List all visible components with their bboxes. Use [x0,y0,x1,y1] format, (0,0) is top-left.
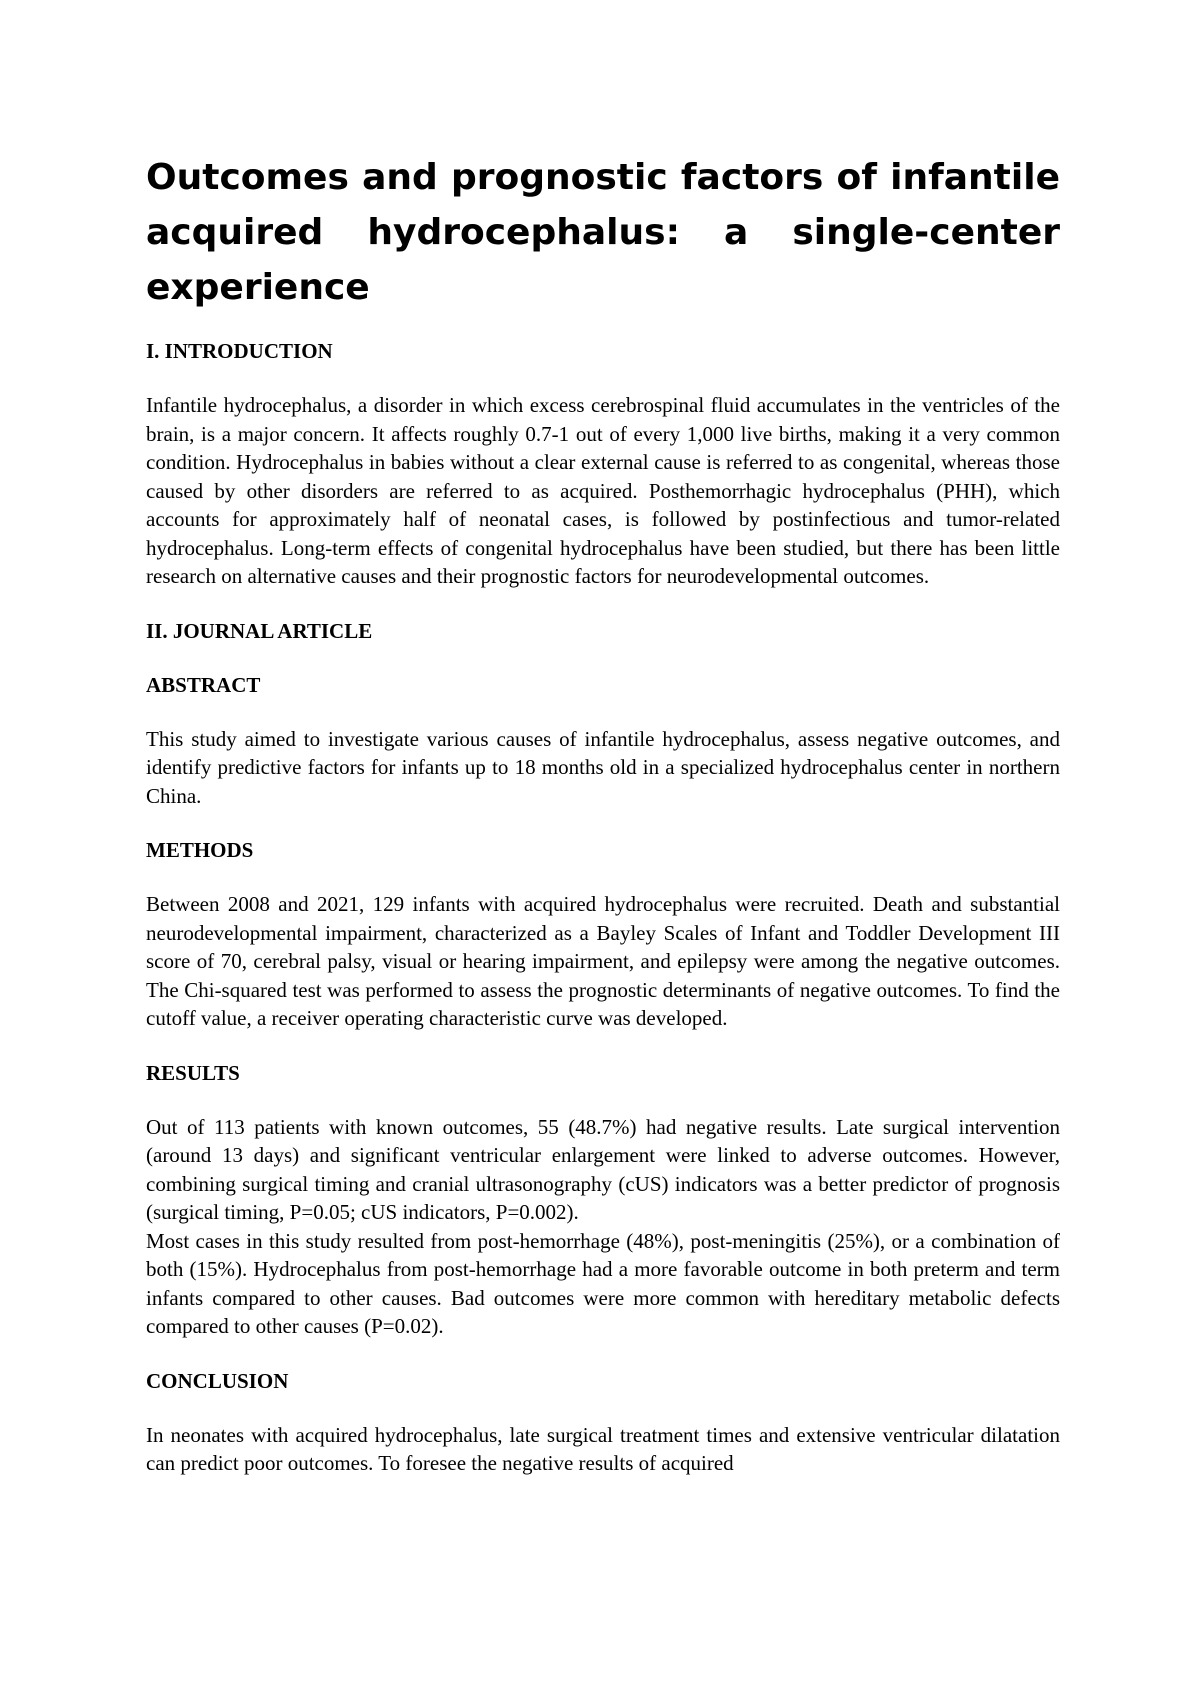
section-heading-methods: METHODS [146,838,254,862]
section-methods [146,836,1060,1033]
section-heading-results: RESULTS [146,1060,240,1085]
conclusion-paragraph: In neonates with acquired hydrocephalus, late surgical treatment times and extensive ventricular dilatation can predict poor outcomes. To foresee the negative results of acquired [146,1422,1060,1475]
section-introduction [146,337,1060,591]
section-heading-journal-article: II. JOURNAL ARTICLE [146,618,373,643]
section-journal-article [146,617,1060,645]
results-paragraph-2: Most cases in this study resulted from post-hemorrhage (48%), post-meningitis (25%), or a combination of both (15%). Hydrocephalus from post-hemorrhage had a more favorable outcome in both preterm and term infants compared to other causes. Bad outcomes were more common with hereditary metabolic defects compared to other causes (P=0.02). [146,1228,1060,1338]
section-abstract [146,671,1060,811]
document-title: Outcomes and prognostic factors of infantile acquired hydrocephalus: a single-center experience [146,157,1060,308]
section-heading-introduction: I. INTRODUCTION [146,339,333,363]
results-paragraph-1: Out of 113 patients with known outcomes, 55 (48.7%) had negative results. Late surgical intervention (around 13 days) and significant ventricular enlargement were linked to adverse outcomes. However, combining surgical timing and cranial ultrasonography (cUS) indicators was a better predictor of prognosis (surgical timing, P=0.05; cUS indicators, P=0.002). [146,1114,1060,1224]
section-conclusion [146,1367,1060,1478]
document-page [146,150,1060,1504]
methods-paragraph: Between 2008 and 2021, 129 infants with acquired hydrocephalus were recruited. Death and substantial neurodevelopmental impairment, characterized as a Bayley Scales of Infant and Toddler Development III score of 70, cerebral palsy, visual or hearing impairment, and epilepsy were among the negative outcomes. The Chi-squared test was performed to assess the prognostic determinants of negative outcomes. To find the cutoff value, a receiver operating characteristic curve was developed. [146,892,1060,1030]
section-results [146,1059,1060,1341]
section-heading-conclusion: CONCLUSION [146,1368,289,1393]
section-heading-abstract: ABSTRACT [146,672,261,697]
introduction-paragraph: Infantile hydrocephalus, a disorder in which excess cerebrospinal fluid accumulates in the ventricles of the brain, is a major concern. It affects roughly 0.7-1 out of every 1,000 live births, making it a very common condition. Hydrocephalus in babies without a clear external cause is referred to as congenital, whereas those caused by other disorders are referred to as acquired. Posthemorrhagic hydrocephalus (PHH), which accounts for approximately half of neonatal cases, is followed by postinfectious and tumor-related hydrocephalus. Long-term effects of congenital hydrocephalus have been studied, but there has been little research on alternative causes and their prognostic factors for neurodevelopmental outcomes. [146,393,1060,588]
abstract-paragraph: This study aimed to investigate various causes of infantile hydrocephalus, assess negative outcomes, and identify predictive factors for infants up to 18 months old in a specialized hydrocephalus center in northern China. [146,726,1060,808]
